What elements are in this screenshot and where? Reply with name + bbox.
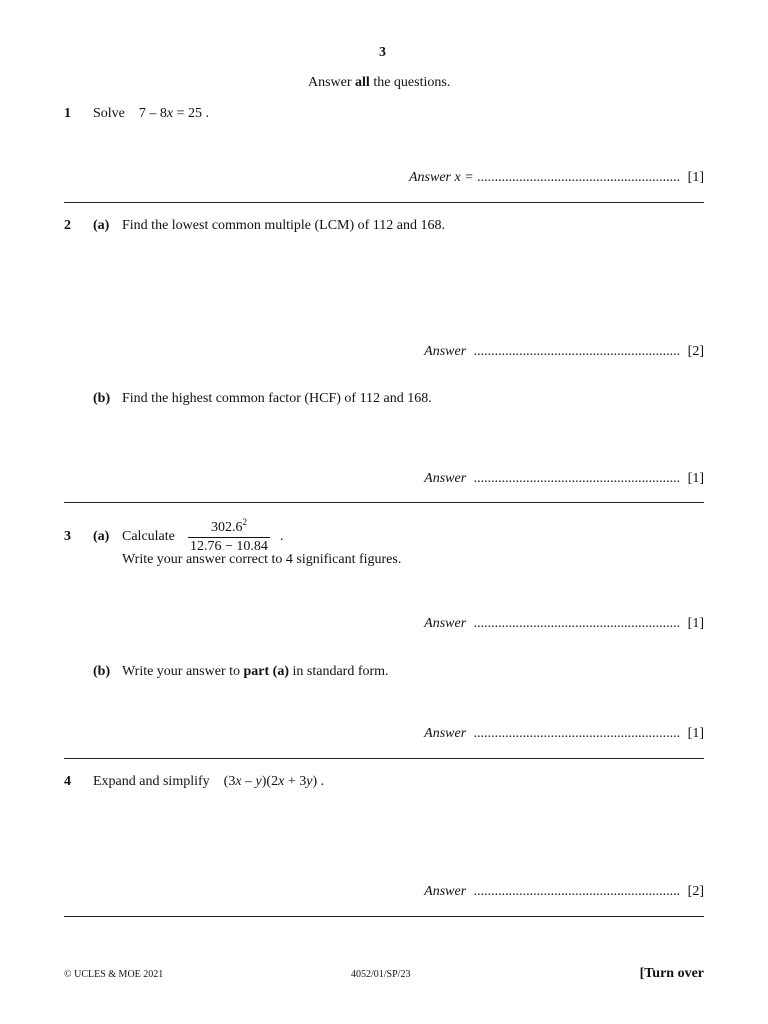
q4-expression: (3x – y)(2x + 3y) <box>223 774 318 789</box>
q2a-answer-line[interactable]: Answer ........................................................... [2] <box>424 344 704 359</box>
q1-answer-line[interactable]: Answer x = .......................................................... [1] <box>409 170 704 185</box>
turn-over: [Turn over <box>639 966 704 981</box>
divider <box>64 758 704 759</box>
q3-number: 3 <box>64 529 71 544</box>
divider <box>64 202 704 203</box>
q2b-text: Find the highest common factor (HCF) of 112 and 168. <box>122 391 432 406</box>
fraction-denominator: 12.76 − 10.84 <box>190 539 268 554</box>
q3a-answer-line[interactable]: Answer ........................................................... [1] <box>424 616 704 631</box>
q1-text: Solve 7 – 8x = 25 . <box>93 106 210 121</box>
page-number: 3 <box>379 45 386 60</box>
q3a-text2: Write your answer correct to 4 significant figures. <box>122 552 402 567</box>
q4-text: Expand and simplify (3x – y)(2x + 3y) . <box>93 774 325 789</box>
paper-code: 4052/01/SP/23 <box>351 969 411 980</box>
q3a-label: (a) <box>93 529 110 544</box>
q4-answer-line[interactable]: Answer ........................................................... [2] <box>424 884 704 899</box>
q2a-label: (a) <box>93 218 110 233</box>
q3a-text: Calculate <box>122 529 175 544</box>
q2a-text: Find the lowest common multiple (LCM) of 112 and 168. <box>122 218 446 233</box>
q2b-label: (b) <box>93 391 111 406</box>
q3a-period: . <box>280 529 284 544</box>
divider <box>64 916 704 917</box>
q2b-answer-line[interactable]: Answer ........................................................... [1] <box>424 471 704 486</box>
q3b-answer-line[interactable]: Answer ........................................................... [1] <box>424 726 704 741</box>
divider <box>64 502 704 503</box>
fraction-numerator: 302.6$^2$ <box>210 517 247 535</box>
q1-number: 1 <box>64 106 71 121</box>
q2-number: 2 <box>64 218 71 233</box>
q4-number: 4 <box>64 774 71 789</box>
instruction: Answer all the questions. <box>308 75 451 90</box>
q3a-fraction <box>188 518 270 554</box>
copyright: © UCLES & MOE 2021 <box>64 969 164 980</box>
q3b-text: Write your answer to part (a) in standard form. <box>122 664 389 679</box>
q1-equation: 7 – 8x = 25 <box>138 106 203 121</box>
q3b-label: (b) <box>93 664 111 679</box>
